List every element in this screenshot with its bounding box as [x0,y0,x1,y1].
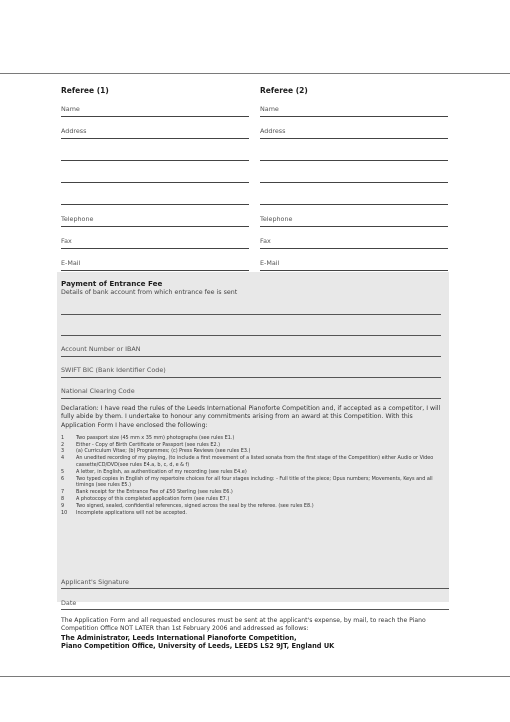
referee-1-address-line-3[interactable] [61,168,249,183]
referee-1-telephone-field[interactable]: Telephone [61,212,249,227]
list-item [61,503,441,510]
list-item-number: 5 [61,468,65,475]
submission-instructions-text: The Application Form and all requested enclosures must be sent at the applicant's expense, by mail, to reach the Piano Competition Office NOT LATER than 1st February 2006 and addressed as follows: [61,617,426,633]
list-item-text: An unedited recording of my playing, (to include a first movement of a listed sonata from the first stage of the Competition) either Audio or Video cassette/CD/DVD(see rules E4.a, b, c, d, e & f) [76,455,434,469]
referee-1-address-line-2[interactable] [61,146,249,161]
list-item-text: Bank receipt for the Entrance Fee of £50 Sterling (see rules E6.) [76,489,233,496]
address-line-2: Piano Competition Office, University of Leeds, LEEDS LS2 9JT, England UK [61,642,335,651]
list-item-text: Two passport size (45 mm x 35 mm) photographs (see rules E1.) [76,434,235,441]
applicant-signature-field[interactable]: Applicant's Signature [61,576,449,589]
referee-1-name-field[interactable]: Name [61,102,249,117]
referee-2-address-line-3[interactable] [260,168,448,183]
list-item-text: A photocopy of this completed application form (see rules E7.) [76,496,230,503]
list-item-number: 8 [61,496,65,503]
list-item-text: Two signed, sealed, confidential references, signed across the seal by the referee. (see rules E8.) [76,502,314,509]
list-item [61,442,441,449]
list-item-number: 1 [61,434,65,441]
list-item-number: 7 [61,489,65,496]
referee-1-fax-field[interactable]: Fax [61,234,249,249]
swift-bic-field[interactable]: SWIFT BIC (Bank Identifier Code) [61,363,441,378]
list-item-text: A letter, in English, as authentication of my recording (see rules E4.e) [76,468,247,475]
referee-2-telephone-field[interactable]: Telephone [260,212,448,227]
list-item-number: 10 [61,509,68,516]
account-number-field[interactable]: Account Number or IBAN [61,342,441,357]
bank-details-line-2[interactable] [61,321,441,336]
list-item-text: (a) Curriculum Vitae; (b) Programmes; (c) Press Reviews (see rules E3.) [76,448,251,455]
referee-2-heading: Referee (2) [260,86,308,95]
enclosures-list [61,435,441,517]
payment-subheading: Details of bank account from which entrance fee is sent [61,289,238,296]
list-item [61,435,441,442]
referee-2-section [260,86,448,278]
list-item [61,510,441,517]
address-line-1: The Administrator, Leeds International Pianoforte Competition, [61,633,297,642]
referee-1-section [61,86,249,278]
referee-2-address-field[interactable]: Address [260,124,448,139]
referee-1-address-line-4[interactable] [61,190,249,205]
list-item-number: 6 [61,475,65,482]
list-item [61,476,441,490]
list-item [61,455,441,469]
list-item-number: 2 [61,441,65,448]
list-item-number: 4 [61,455,65,462]
declaration-text: Declaration: I have read the rules of the Leeds International Pianoforte Competition and, if accepted as a competitor, I will fully abide by them. I undertake to honour any commitments arising from an award at this Competition. With this Application Form I have enclosed the following: [61,405,441,429]
list-item-number: 9 [61,502,65,509]
list-item-text: Two typed copies in English of my repertoire choices for all four stages including: - Full title of the piece; Opus numbers; Movements, Keys and all timings (see rules E5.) [76,475,433,489]
submission-instructions [61,617,456,651]
referee-1-email-field[interactable]: E-Mail [61,256,249,271]
referee-2-address-line-4[interactable] [260,190,448,205]
list-item [61,469,441,476]
list-item-text: Incomplete applications will not be accepted. [76,509,187,516]
referee-2-fax-field[interactable]: Fax [260,234,448,249]
referee-1-address-field[interactable]: Address [61,124,249,139]
referee-2-name-field[interactable]: Name [260,102,448,117]
list-item [61,496,441,503]
referee-2-email-field[interactable]: E-Mail [260,256,448,271]
date-field[interactable]: Date [61,597,449,610]
bottom-divider [0,676,510,677]
referee-1-heading: Referee (1) [61,86,109,95]
bank-details-line-1[interactable] [61,300,441,315]
payment-heading: Payment of Entrance Fee [61,279,163,288]
top-divider [0,73,510,74]
referee-2-address-line-2[interactable] [260,146,448,161]
list-item [61,489,441,496]
list-item [61,448,441,455]
payment-section [57,272,449,602]
list-item-number: 3 [61,448,65,455]
clearing-code-field[interactable]: National Clearing Code [61,384,441,399]
list-item-text: Either - Copy of Birth Certificate or Passport (see rules E2.) [76,441,221,448]
